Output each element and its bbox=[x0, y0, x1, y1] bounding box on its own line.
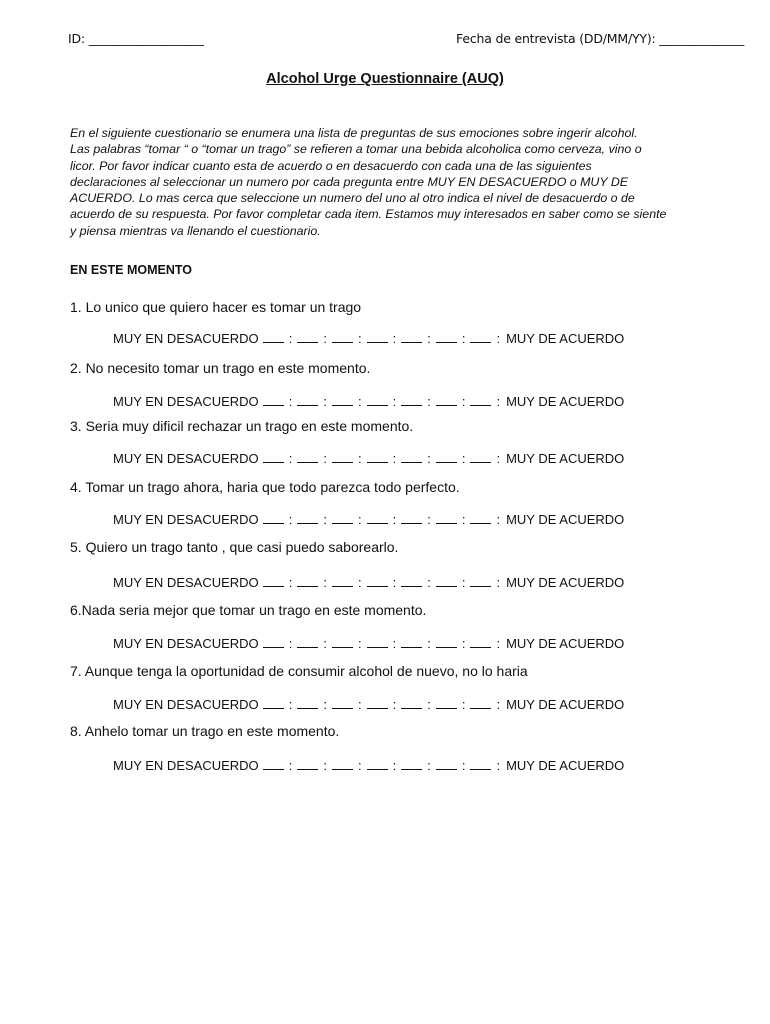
rating-blank-3[interactable] bbox=[332, 329, 353, 343]
rating-blank-3[interactable] bbox=[332, 449, 353, 463]
scale-separator: : bbox=[357, 575, 362, 590]
scale-right-label: MUY DE ACUERDO bbox=[506, 636, 625, 651]
scale-right-label: MUY DE ACUERDO bbox=[506, 512, 625, 527]
scale-separator: : bbox=[461, 575, 466, 590]
scale-separator: : bbox=[392, 331, 397, 346]
question-4-rating-scale bbox=[113, 510, 624, 527]
scale-separator: : bbox=[357, 758, 362, 773]
rating-blank-2[interactable] bbox=[297, 329, 318, 343]
scale-left-label: MUY EN DESACUERDO bbox=[113, 697, 259, 712]
rating-blank-3[interactable] bbox=[332, 634, 353, 648]
scale-separator: : bbox=[427, 636, 431, 651]
rating-blank-4[interactable] bbox=[367, 329, 388, 343]
scale-separator: : bbox=[461, 451, 466, 466]
scale-separator: : bbox=[461, 636, 466, 651]
scale-separator: : bbox=[392, 697, 397, 712]
rating-blank-5[interactable] bbox=[401, 634, 422, 648]
rating-blank-6[interactable] bbox=[436, 634, 457, 648]
rating-blank-4[interactable] bbox=[367, 756, 388, 770]
scale-separator: : bbox=[288, 758, 293, 773]
rating-blank-2[interactable] bbox=[297, 449, 318, 463]
scale-separator: : bbox=[496, 512, 501, 527]
rating-blank-4[interactable] bbox=[367, 634, 388, 648]
scale-separator: : bbox=[461, 758, 466, 773]
scale-separator: : bbox=[357, 697, 362, 712]
scale-separator: : bbox=[323, 636, 327, 651]
scale-separator: : bbox=[496, 575, 501, 590]
scale-left-label: MUY EN DESACUERDO bbox=[113, 636, 259, 651]
scale-separator: : bbox=[461, 512, 466, 527]
question-6-rating-scale bbox=[113, 634, 624, 651]
scale-separator: : bbox=[427, 697, 431, 712]
scale-separator: : bbox=[357, 512, 362, 527]
id-field-label: ID: ___________________ bbox=[68, 31, 204, 46]
scale-separator: : bbox=[288, 697, 293, 712]
rating-blank-3[interactable] bbox=[332, 573, 353, 587]
rating-blank-2[interactable] bbox=[297, 573, 318, 587]
rating-blank-5[interactable] bbox=[401, 392, 422, 406]
rating-blank-6[interactable] bbox=[436, 695, 457, 709]
section-heading: EN ESTE MOMENTO bbox=[70, 263, 193, 277]
scale-left-label: MUY EN DESACUERDO bbox=[113, 331, 259, 346]
instructions-line: ACUERDO. Lo mas cerca que seleccione un numero del uno al otro indica el nivel de desacuerdo o de bbox=[70, 191, 635, 206]
instructions-line: acuerdo de su respuesta. Por favor completar cada item. Estamos muy interesados en saber como se siente bbox=[70, 207, 667, 222]
rating-blank-7[interactable] bbox=[470, 449, 491, 463]
rating-blank-1[interactable] bbox=[263, 510, 284, 524]
scale-left-label: MUY EN DESACUERDO bbox=[113, 758, 259, 773]
instructions-line: licor. Por favor indicar cuanto esta de acuerdo o en desacuerdo con cada una de las siguientes bbox=[70, 158, 592, 173]
rating-blank-7[interactable] bbox=[470, 510, 491, 524]
rating-blank-4[interactable] bbox=[367, 573, 388, 587]
scale-separator: : bbox=[392, 512, 397, 527]
rating-blank-6[interactable] bbox=[436, 510, 457, 524]
instructions-line: declaraciones al seleccionar un numero por cada pregunta entre MUY EN DESACUERDO o MUY DE bbox=[70, 174, 629, 189]
scale-separator: : bbox=[288, 331, 293, 346]
scale-separator: : bbox=[288, 575, 293, 590]
question-2-rating-scale bbox=[113, 392, 624, 409]
rating-blank-7[interactable] bbox=[470, 329, 491, 343]
rating-blank-1[interactable] bbox=[263, 329, 284, 343]
scale-left-label: MUY EN DESACUERDO bbox=[113, 575, 259, 590]
rating-blank-3[interactable] bbox=[332, 695, 353, 709]
rating-blank-5[interactable] bbox=[401, 329, 422, 343]
rating-blank-6[interactable] bbox=[436, 573, 457, 587]
rating-blank-2[interactable] bbox=[297, 392, 318, 406]
scale-separator: : bbox=[496, 636, 501, 651]
scale-right-label: MUY DE ACUERDO bbox=[506, 758, 625, 773]
rating-blank-1[interactable] bbox=[263, 449, 284, 463]
question-2-text: 2. No necesito tomar un trago en este momento. bbox=[70, 360, 371, 376]
rating-blank-4[interactable] bbox=[367, 510, 388, 524]
rating-blank-6[interactable] bbox=[436, 392, 457, 406]
instructions-line: Las palabras “tomar “ o “tomar un trago” se refieren a tomar una bebida alcoholica como cerveza, vino o bbox=[70, 142, 642, 157]
rating-blank-3[interactable] bbox=[332, 392, 353, 406]
scale-separator: : bbox=[288, 394, 293, 409]
scale-separator: : bbox=[323, 575, 327, 590]
document-title: Alcohol Urge Questionnaire (AUQ) bbox=[266, 71, 504, 87]
scale-right-label: MUY DE ACUERDO bbox=[506, 394, 625, 409]
scale-separator: : bbox=[427, 575, 431, 590]
scale-separator: : bbox=[392, 575, 397, 590]
scale-separator: : bbox=[288, 451, 293, 466]
scale-separator: : bbox=[496, 331, 501, 346]
rating-blank-4[interactable] bbox=[367, 695, 388, 709]
scale-right-label: MUY DE ACUERDO bbox=[506, 697, 625, 712]
rating-blank-1[interactable] bbox=[263, 695, 284, 709]
question-7-rating-scale bbox=[113, 695, 624, 712]
scale-left-label: MUY EN DESACUERDO bbox=[113, 451, 259, 466]
scale-separator: : bbox=[357, 451, 362, 466]
scale-separator: : bbox=[357, 394, 362, 409]
interview-date-label: Fecha de entrevista (DD/MM/YY): ______________ bbox=[456, 31, 744, 46]
scale-separator: : bbox=[461, 331, 466, 346]
question-6-text: 6.Nada seria mejor que tomar un trago en este momento. bbox=[70, 602, 427, 618]
rating-blank-1[interactable] bbox=[263, 573, 284, 587]
scale-separator: : bbox=[496, 697, 501, 712]
scale-separator: : bbox=[461, 697, 466, 712]
rating-blank-2[interactable] bbox=[297, 756, 318, 770]
question-3-text: 3. Seria muy dificil rechazar un trago en este momento. bbox=[70, 418, 414, 434]
scale-separator: : bbox=[323, 758, 327, 773]
rating-blank-6[interactable] bbox=[436, 329, 457, 343]
question-5-rating-scale bbox=[113, 573, 624, 590]
question-3-rating-scale bbox=[113, 449, 624, 466]
instructions-line: En el siguiente cuestionario se enumera una lista de preguntas de sus emociones sobre ingerir alcohol. bbox=[70, 126, 638, 140]
scale-separator: : bbox=[427, 394, 431, 409]
rating-blank-7[interactable] bbox=[470, 756, 491, 770]
scale-right-label: MUY DE ACUERDO bbox=[506, 331, 625, 346]
question-5-text: 5. Quiero un trago tanto , que casi puedo saborearlo. bbox=[70, 539, 399, 555]
scale-separator: : bbox=[392, 758, 397, 773]
question-8-rating-scale bbox=[113, 756, 624, 773]
rating-blank-4[interactable] bbox=[367, 392, 388, 406]
scale-separator: : bbox=[392, 394, 397, 409]
scale-separator: : bbox=[288, 636, 293, 651]
scale-separator: : bbox=[461, 394, 466, 409]
rating-blank-3[interactable] bbox=[332, 510, 353, 524]
scale-right-label: MUY DE ACUERDO bbox=[506, 451, 625, 466]
scale-right-label: MUY DE ACUERDO bbox=[506, 575, 625, 590]
scale-separator: : bbox=[392, 451, 397, 466]
rating-blank-7[interactable] bbox=[470, 634, 491, 648]
rating-blank-5[interactable] bbox=[401, 573, 422, 587]
rating-blank-7[interactable] bbox=[470, 695, 491, 709]
scale-separator: : bbox=[357, 331, 362, 346]
scale-separator: : bbox=[323, 451, 327, 466]
rating-blank-5[interactable] bbox=[401, 510, 422, 524]
scale-separator: : bbox=[427, 758, 431, 773]
scale-separator: : bbox=[427, 451, 431, 466]
scale-separator: : bbox=[288, 512, 293, 527]
scale-separator: : bbox=[392, 636, 397, 651]
rating-blank-1[interactable] bbox=[263, 634, 284, 648]
rating-blank-4[interactable] bbox=[367, 449, 388, 463]
rating-blank-1[interactable] bbox=[263, 392, 284, 406]
scale-separator: : bbox=[496, 394, 501, 409]
question-8-text: 8. Anhelo tomar un trago en este momento. bbox=[70, 723, 340, 739]
rating-blank-2[interactable] bbox=[297, 634, 318, 648]
scale-separator: : bbox=[323, 512, 327, 527]
rating-blank-2[interactable] bbox=[297, 510, 318, 524]
scale-separator: : bbox=[427, 331, 431, 346]
scale-left-label: MUY EN DESACUERDO bbox=[113, 394, 259, 409]
rating-blank-6[interactable] bbox=[436, 449, 457, 463]
rating-blank-1[interactable] bbox=[263, 756, 284, 770]
question-1-rating-scale bbox=[113, 329, 624, 346]
scale-left-label: MUY EN DESACUERDO bbox=[113, 512, 259, 527]
rating-blank-2[interactable] bbox=[297, 695, 318, 709]
question-1-text: 1. Lo unico que quiero hacer es tomar un trago bbox=[70, 299, 362, 315]
scale-separator: : bbox=[357, 636, 362, 651]
instructions-line: y piensa mientras va llenando el cuestionario. bbox=[70, 223, 321, 238]
question-4-text: 4. Tomar un trago ahora, haria que todo parezca todo perfecto. bbox=[70, 479, 460, 495]
rating-blank-5[interactable] bbox=[401, 449, 422, 463]
scale-separator: : bbox=[323, 394, 327, 409]
rating-blank-7[interactable] bbox=[470, 573, 491, 587]
rating-blank-5[interactable] bbox=[401, 756, 422, 770]
scale-separator: : bbox=[323, 697, 327, 712]
scale-separator: : bbox=[496, 451, 501, 466]
rating-blank-5[interactable] bbox=[401, 695, 422, 709]
rating-blank-6[interactable] bbox=[436, 756, 457, 770]
scale-separator: : bbox=[496, 758, 501, 773]
scale-separator: : bbox=[323, 331, 327, 346]
rating-blank-3[interactable] bbox=[332, 756, 353, 770]
instructions-paragraph bbox=[70, 125, 695, 239]
scale-separator: : bbox=[427, 512, 431, 527]
question-7-text: 7. Aunque tenga la oportunidad de consumir alcohol de nuevo, no lo haria bbox=[70, 663, 528, 679]
rating-blank-7[interactable] bbox=[470, 392, 491, 406]
